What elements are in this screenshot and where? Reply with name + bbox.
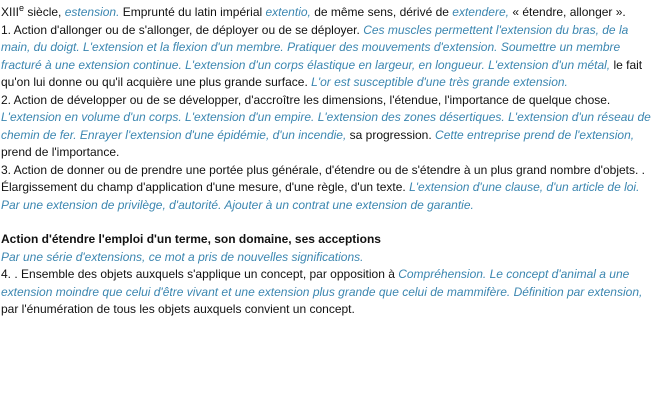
etymology-text-2: de même sens, dérivé de <box>310 5 453 19</box>
old-form: estension. <box>64 5 120 19</box>
sense-1-example-2: L'or est susceptible d'une très grande extension. <box>311 75 568 89</box>
sense-3 <box>1 162 652 215</box>
sense-3-definition: 3. Action de donner ou de prendre une portée plus générale, d'étendre ou de s'étendre à un plus grand nombre d'objets. . Élargissement du champ d'application d'une mesure, d'une règle, d'un texte. <box>1 162 645 194</box>
century-number: XIII <box>1 5 20 19</box>
etymology-paragraph <box>1 4 652 22</box>
sense-1-definition: 1. Action d'allonger ou de s'allonger, de déployer ou de se déployer. <box>1 22 364 37</box>
section-spacer <box>1 214 652 231</box>
sense-2-example-2: Cette entreprise prend de l'extension, <box>435 127 635 142</box>
sense-2-gloss-1: sa progression. <box>346 127 436 142</box>
sense-2 <box>1 92 652 162</box>
sense-3-examples: L'extension d'une clause, d'un article de loi. Par une extension de privilège, d'autorité. Ajouter à un contrat une extension de garantie. <box>1 180 640 212</box>
sense-4 <box>1 266 652 319</box>
etymology-text-1: Emprunté du latin impérial <box>119 5 266 19</box>
sense-1-examples: Ces muscles permettent l'extension du bras, de la main, du doigt. L'extension et la flexion d'un membre. Pratiquer des mouvements d'extension. Soumettre un membre fracturé à une extension continue. L'extension d'un corps élastique en largeur, en longueur. L'extension d'un métal, <box>1 22 629 72</box>
sense-2-examples: L'extension en volume d'un corps. L'extension d'un empire. L'extension des zones désertiques. L'extension d'un réseau de chemin de fer. Enrayer l'extension d'une épidémie, d'un incendie, <box>1 110 651 142</box>
century-word: siècle, <box>24 5 65 19</box>
latin-source: extentio, <box>265 5 311 19</box>
sense-2-definition: 2. Action de développer ou de se développer, d'accroître les dimensions, l'étendue, l'importance de quelque chose. <box>1 92 611 107</box>
section-heading: Action d'étendre l'emploi d'un terme, son domaine, ses acceptions <box>1 232 381 246</box>
century-superscript: e <box>19 3 25 13</box>
sense-2-gloss-2: prend de l'importance. <box>1 145 120 159</box>
sense-4-gloss: par l'énumération de tous les objets auxquels convient un concept. <box>1 302 355 316</box>
latin-verb: extendere, <box>452 5 509 19</box>
sense-4-examples: Compréhension. Le concept d'animal a une extension moindre que celui d'être vivant et une extension plus grande que celui de mammifère. Définition par extension, <box>1 267 643 299</box>
etymology-text-3: « étendre, allonger ». <box>509 5 626 19</box>
section-example: Par une série d'extensions, ce mot a pris de nouvelles significations. <box>1 249 364 264</box>
sense-1 <box>1 22 652 92</box>
sense-1-gloss: le fait qu'on lui donne ou qu'il acquière une plus grande surface. <box>1 57 643 89</box>
sense-4-definition: 4. . Ensemble des objets auxquels s'applique un concept, par opposition à <box>1 267 399 281</box>
